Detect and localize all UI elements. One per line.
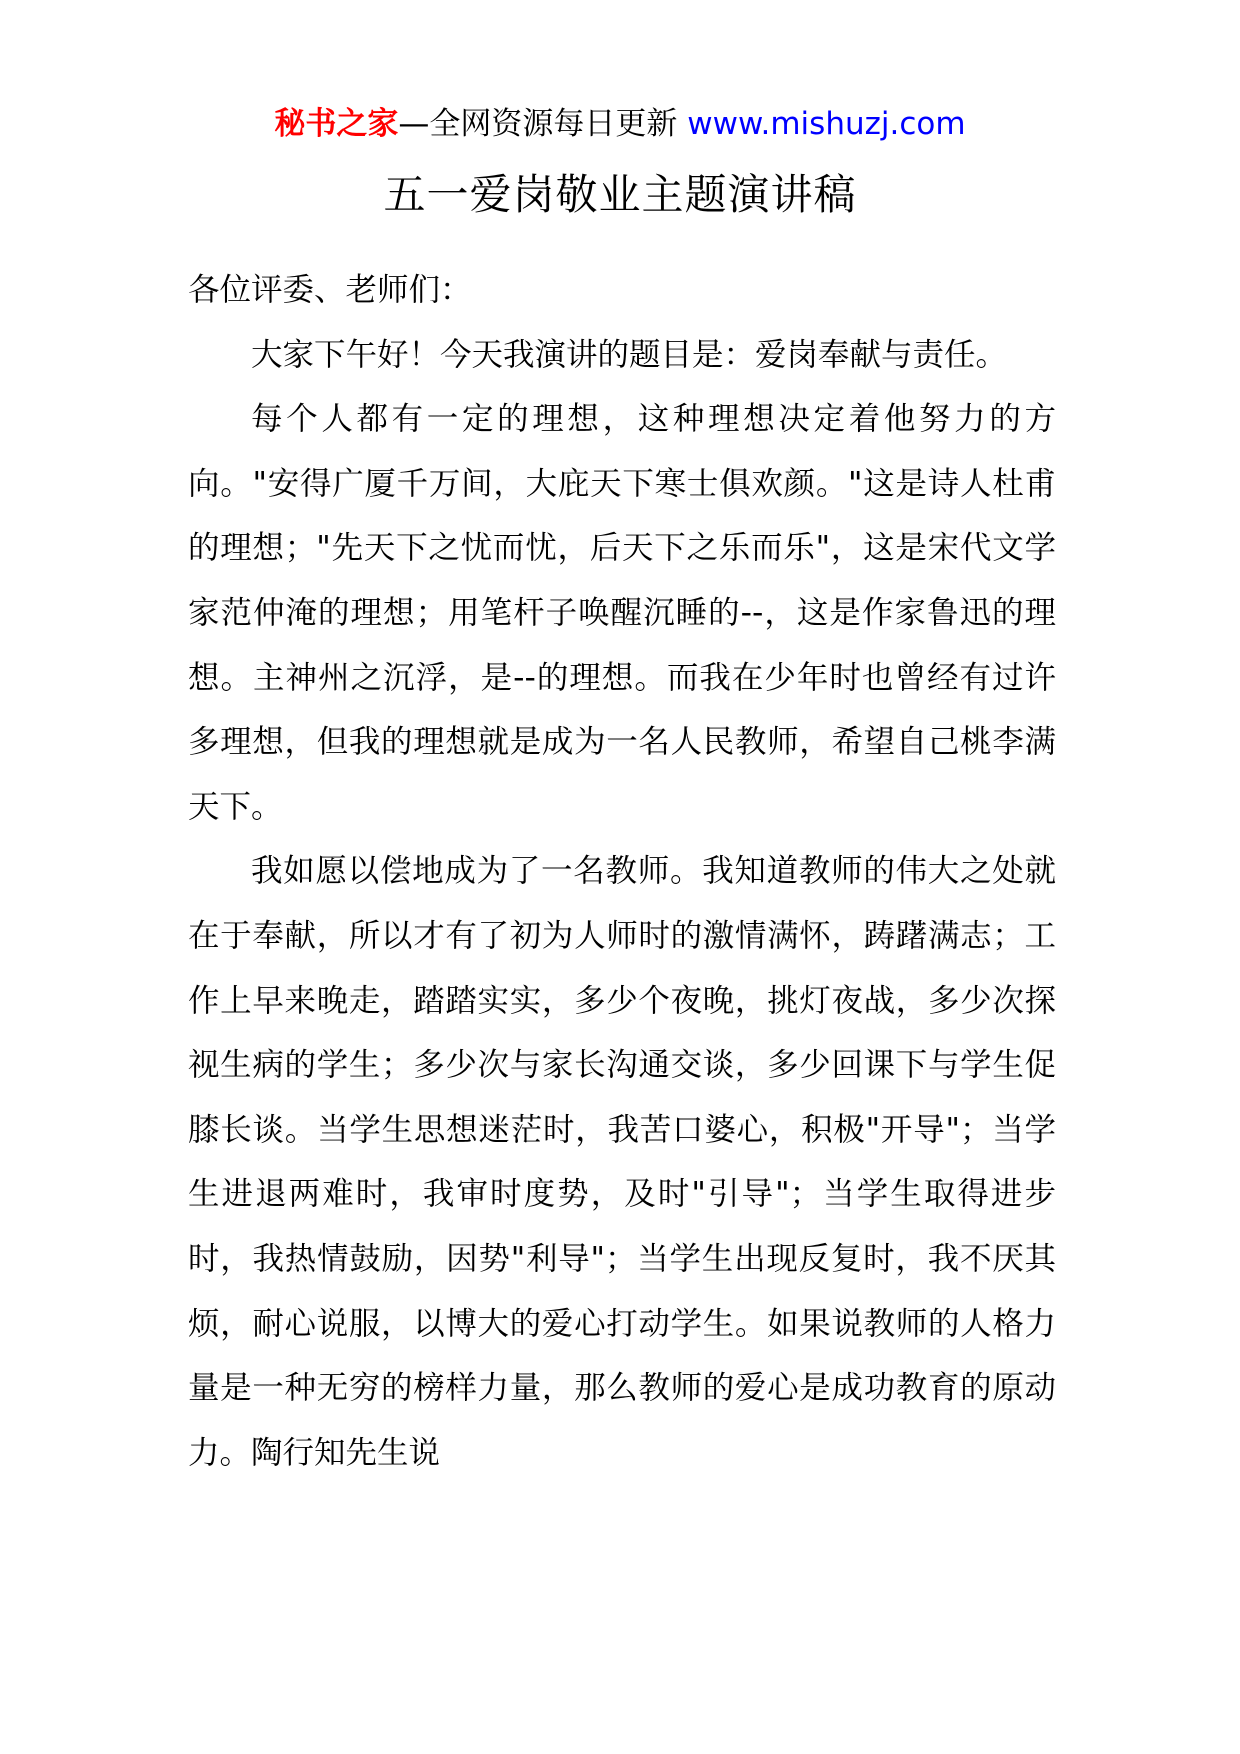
paragraph-2: 每个人都有一定的理想，这种理想决定着他努力的方向。"安得广厦千万间，大庇天下寒士俱欢颜。"这是诗人杜甫的理想；"先天下之忧而忧，后天下之乐而乐"，这是宋代文学家范仲淹的理想；用笔杆子唤醒沉睡的--，这是作家鲁迅的理想。主神州之沉浮，是--的理想。而我在少年时也曾经有过许多理想，但我的理想就是成为一名人民教师，希望自己桃李满天下。 xyxy=(188,401,1056,825)
site-url-link[interactable]: www.mishuzj.com xyxy=(687,106,966,142)
brand-name: 秘书之家 xyxy=(274,106,399,142)
salutation: 各位评委、老师们： xyxy=(188,272,472,308)
document-title: 五一爱岗敬业主题演讲稿 xyxy=(383,170,857,219)
header-slogan: —全网资源每日更新 xyxy=(398,106,678,142)
paragraph-1: 大家下午好！今天我演讲的题目是：爱岗奉献与责任。 xyxy=(251,336,1008,373)
paragraph-3: 我如愿以偿地成为了一名教师。我知道教师的伟大之处就在于奉献，所以才有了初为人师时的激情满怀，踌躇满志；工作上早来晚走，踏踏实实，多少个夜晚，挑灯夜战，多少次探视生病的学生；多少次与家长沟通交谈，多少回课下与学生促膝长谈。当学生思想迷茫时，我苦口婆心，积极"开导"；当学生进退两难时，我审时度势，及时"引导"；当学生取得进步时，我热情鼓励，因势"利导"；当学生出现反复时，我不厌其烦，耐心说服，以博大的爱心打动学生。如果说教师的人格力量是一种无穷的榜样力量，那么教师的爱心是成功教育的原动力。陶行知先生说 xyxy=(188,853,1056,1471)
site-header xyxy=(0,100,1240,148)
document-body xyxy=(188,258,1056,1485)
